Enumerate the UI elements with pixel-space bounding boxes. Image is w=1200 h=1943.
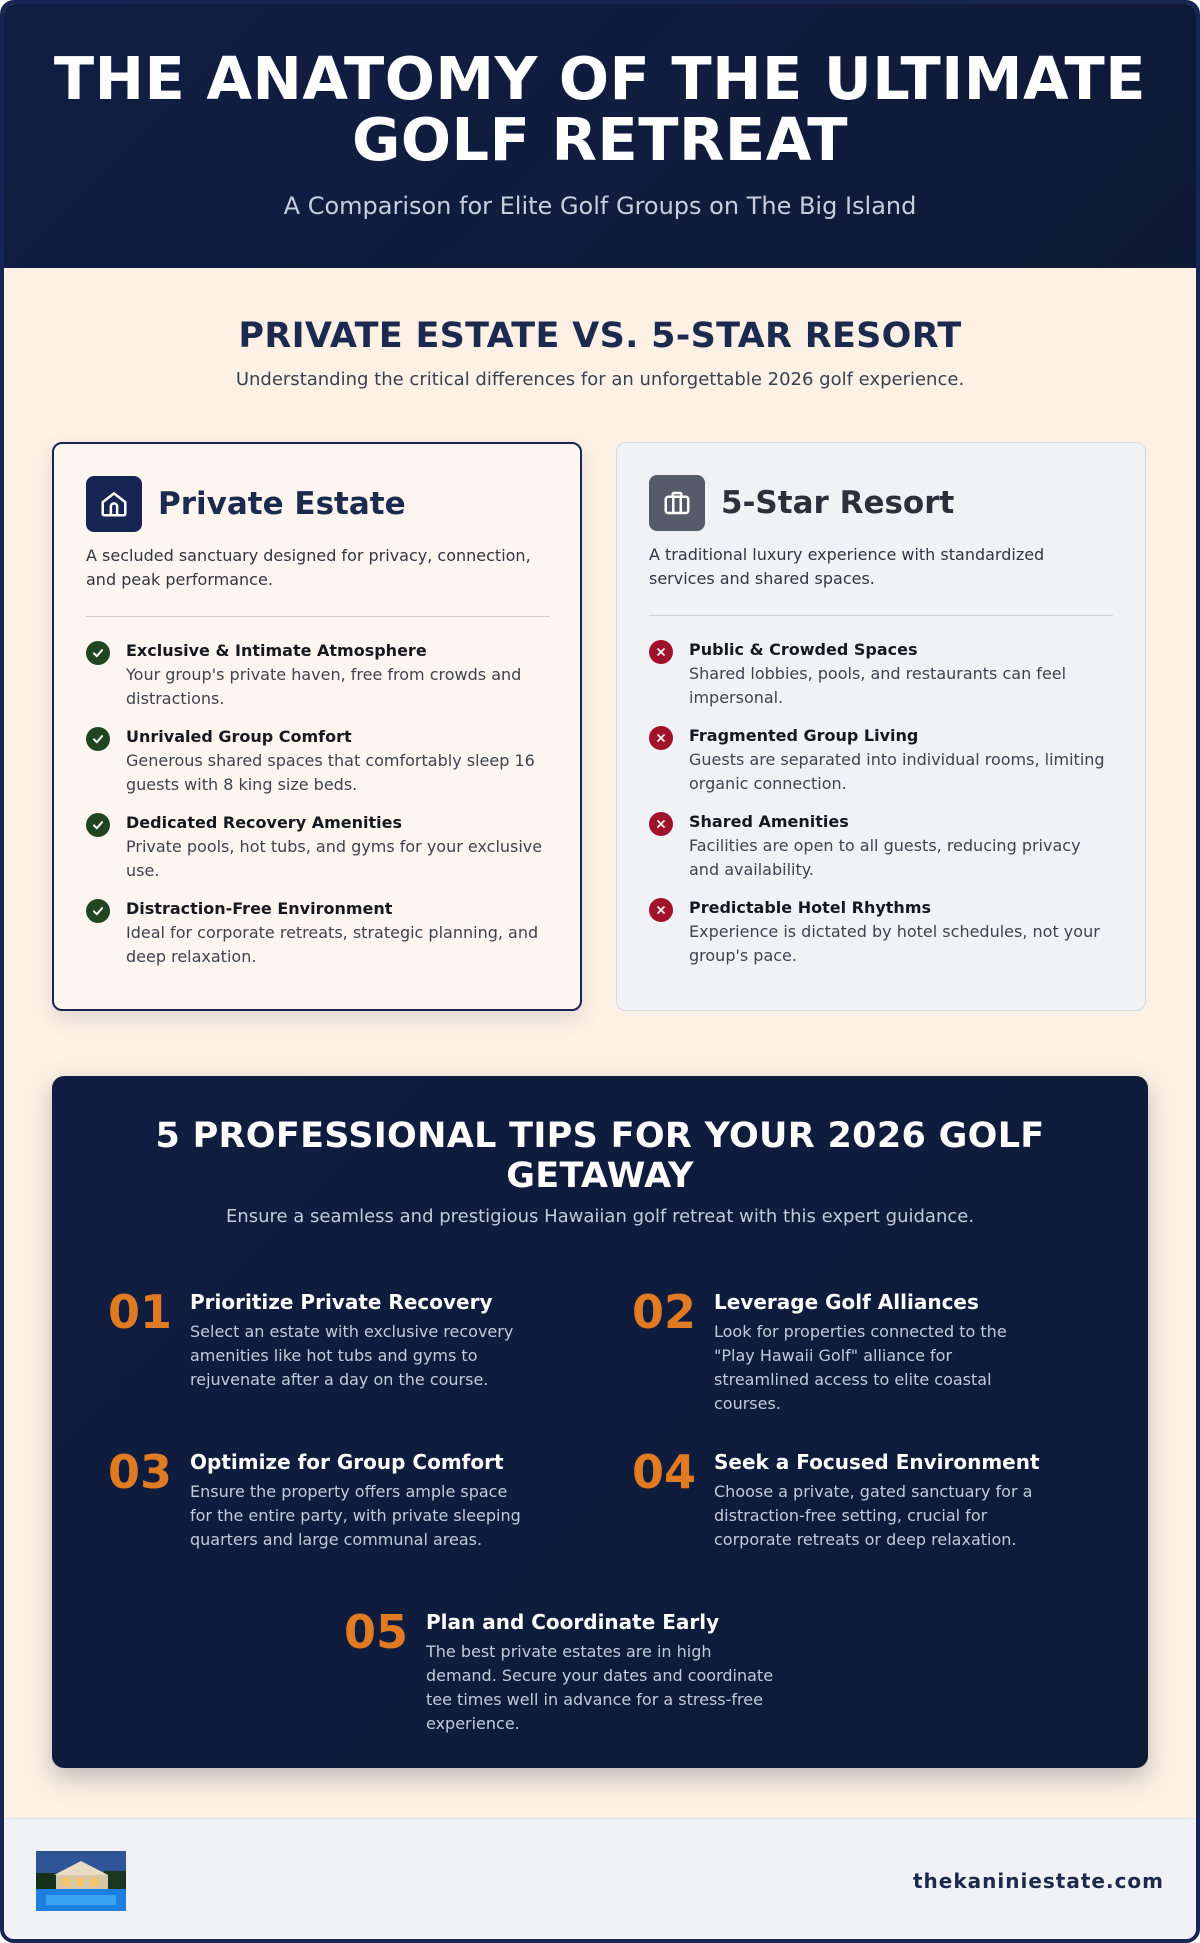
feature-item: [86, 727, 548, 797]
tip-item: [632, 1445, 1052, 1552]
card-description: A secluded sanctuary designed for privacy, connection, and peak performance.: [86, 546, 531, 589]
tip-item: [108, 1285, 528, 1392]
tip-title: Plan and Coordinate Early: [426, 1610, 720, 1634]
tip-text: Choose a private, gated sanctuary for a distraction-free setting, crucial for corporate retreats or deep relaxation.: [714, 1482, 1033, 1549]
feature-text: Facilities are open to all guests, reducing privacy and availability.: [689, 836, 1081, 879]
feature-title: Shared Amenities: [689, 812, 849, 831]
home-icon: [86, 476, 142, 532]
feature-item: [86, 813, 548, 883]
feature-title: Distraction-Free Environment: [126, 899, 393, 918]
check-icon: [86, 813, 110, 837]
hero-header: [4, 4, 1196, 268]
tip-item: [632, 1285, 1052, 1416]
check-icon: [86, 899, 110, 923]
close-icon: [649, 812, 673, 836]
check-icon: [86, 641, 110, 665]
check-icon: [86, 727, 110, 751]
estate-photo: [36, 1851, 126, 1911]
tip-text: The best private estates are in high demand. Secure your dates and coordinate tee times well in advance for a stress-free experience.: [426, 1642, 774, 1733]
tip-item: [344, 1605, 784, 1736]
tip-title: Optimize for Group Comfort: [190, 1450, 504, 1474]
tip-title: Leverage Golf Alliances: [714, 1290, 979, 1314]
feature-item: [649, 898, 1113, 968]
card-title: 5-Star Resort: [721, 485, 955, 521]
feature-item: [649, 726, 1113, 796]
tip-number: 05: [344, 1605, 409, 1659]
page-title: THE ANATOMY OF THE ULTIMATE GOLF RETREAT: [53, 44, 1147, 174]
tip-number: 03: [108, 1445, 173, 1499]
feature-title: Public & Crowded Spaces: [689, 640, 918, 659]
feature-item: [86, 899, 548, 969]
card-description: A traditional luxury experience with standardized services and shared spaces.: [649, 545, 1045, 588]
tip-title: Prioritize Private Recovery: [190, 1290, 493, 1314]
feature-text: Experience is dictated by hotel schedules, not your group's pace.: [689, 922, 1100, 965]
feature-text: Ideal for corporate retreats, strategic planning, and deep relaxation.: [126, 923, 539, 966]
feature-text: Private pools, hot tubs, and gyms for your exclusive use.: [126, 837, 543, 880]
page-subtitle: A Comparison for Elite Golf Groups on The Big Island: [283, 192, 917, 220]
feature-title: Exclusive & Intimate Atmosphere: [126, 641, 427, 660]
tip-number: 02: [632, 1285, 697, 1339]
private-estate-card: [52, 442, 582, 1011]
tips-section: [52, 1076, 1148, 1768]
briefcase-icon: [649, 475, 705, 531]
divider: [649, 615, 1113, 616]
feature-item: [649, 812, 1113, 882]
feature-item: [86, 641, 548, 711]
feature-title: Dedicated Recovery Amenities: [126, 813, 402, 832]
tip-item: [108, 1445, 528, 1552]
tip-number: 01: [108, 1285, 173, 1339]
resort-card: [616, 442, 1146, 1011]
tip-text: Ensure the property offers ample space for the entire party, with private sleeping quarters and large communal areas.: [190, 1482, 521, 1549]
divider: [86, 616, 550, 617]
feature-title: Unrivaled Group Comfort: [126, 727, 352, 746]
website-url: thekaniniestate.com: [912, 1869, 1164, 1893]
tips-title: 5 PROFESSIONAL TIPS FOR YOUR 2026 GOLF GETAWAY: [155, 1116, 1045, 1196]
feature-text: Shared lobbies, pools, and restaurants can feel impersonal.: [689, 664, 1067, 707]
card-title: Private Estate: [158, 486, 406, 522]
close-icon: [649, 726, 673, 750]
feature-item: [649, 640, 1113, 710]
feature-title: Predictable Hotel Rhythms: [689, 898, 932, 917]
tip-text: Select an estate with exclusive recovery amenities like hot tubs and gyms to rejuvenate after a day on the course.: [190, 1322, 514, 1389]
tip-text: Look for properties connected to the "Play Hawaii Golf" alliance for streamlined access to elite coastal courses.: [714, 1322, 1007, 1413]
close-icon: [649, 898, 673, 922]
tip-title: Seek a Focused Environment: [714, 1450, 1040, 1474]
comparison-title: PRIVATE ESTATE VS. 5-STAR RESORT: [238, 316, 962, 356]
feature-title: Fragmented Group Living: [689, 726, 919, 745]
comparison-subtitle: Understanding the critical differences for an unforgettable 2026 golf experience.: [235, 369, 965, 390]
close-icon: [649, 640, 673, 664]
tips-subtitle: Ensure a seamless and prestigious Hawaiian golf retreat with this expert guidance.: [225, 1206, 975, 1227]
feature-text: Guests are separated into individual rooms, limiting organic connection.: [689, 750, 1105, 793]
feature-text: Your group's private haven, free from crowds and distractions.: [126, 665, 522, 708]
footer: [4, 1818, 1196, 1943]
tip-number: 04: [632, 1445, 697, 1499]
feature-text: Generous shared spaces that comfortably sleep 16 guests with 8 king size beds.: [126, 751, 535, 794]
